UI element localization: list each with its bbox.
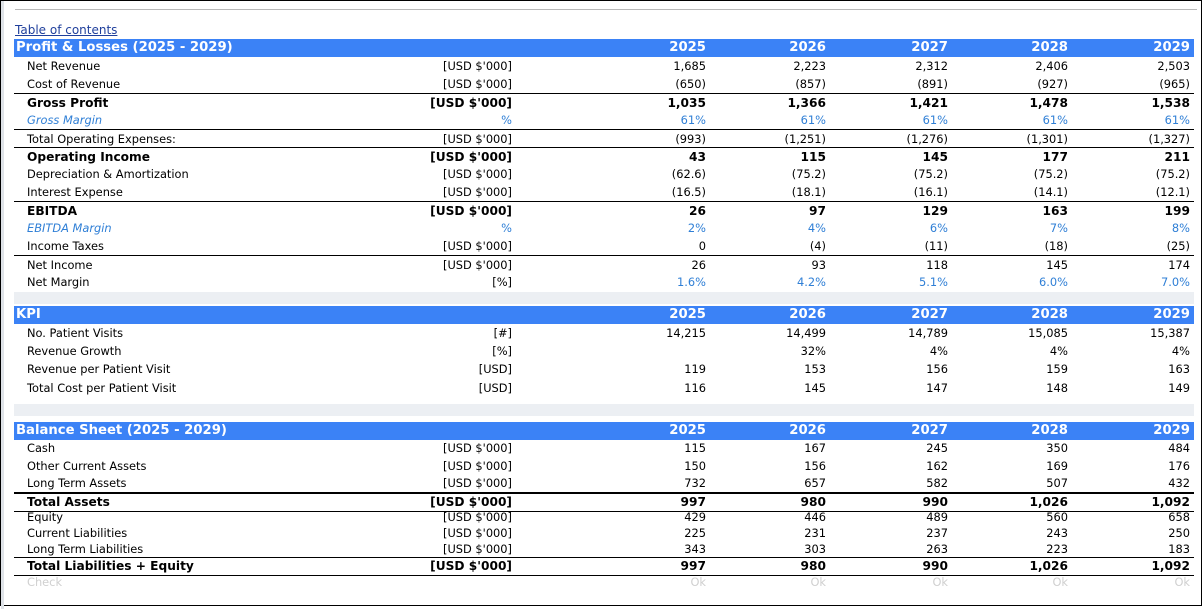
unit-cell[interactable]: [USD $'000] [443,441,512,455]
pl-row [14,255,1194,274]
row-label[interactable]: Net Income [27,258,93,272]
value-cell[interactable]: 14,789 [908,326,948,340]
row-label[interactable]: Interest Expense [27,185,123,199]
value-cell[interactable]: 343 [684,542,706,556]
pl-section-title[interactable]: Profit & Losses (2025 - 2029) [16,40,233,55]
value-cell[interactable]: 990 [922,559,948,573]
value-cell[interactable]: 147 [926,381,948,395]
value-cell[interactable]: 15,387 [1150,326,1190,340]
kpi-row [14,360,1194,378]
value-cell[interactable]: 732 [684,476,706,490]
value-cell[interactable]: Ok [932,575,948,589]
value-cell[interactable]: 997 [680,495,706,509]
value-cell[interactable]: 980 [800,559,826,573]
value-cell[interactable]: (12.1) [1155,185,1190,199]
value-cell[interactable]: 303 [804,542,826,556]
section-gap [14,292,1194,304]
unit-cell[interactable]: [USD $'000] [430,495,512,509]
value-cell[interactable]: (857) [795,77,826,91]
value-cell[interactable]: 4% [1171,344,1190,358]
value-cell[interactable]: 6% [929,221,948,235]
value-cell[interactable]: (1,301) [1026,132,1068,146]
row-label[interactable]: Check [27,575,63,589]
pl-row [14,219,1194,237]
unit-cell[interactable]: [USD $'000] [443,132,512,146]
kpi-section-header [14,306,1194,324]
value-cell[interactable]: 484 [1168,441,1190,455]
value-cell[interactable]: (891) [917,77,948,91]
value-cell[interactable]: 61% [800,113,826,127]
pl-row [14,111,1194,129]
value-cell[interactable]: Ok [690,575,706,589]
value-cell[interactable]: (927) [1037,77,1068,91]
value-cell[interactable]: 5.1% [919,275,948,289]
pl-row [14,237,1194,255]
value-cell[interactable]: 115 [684,441,706,455]
value-cell[interactable]: 61% [1164,113,1190,127]
row-label[interactable]: Net Revenue [27,59,101,73]
unit-cell[interactable]: % [501,221,512,235]
pl-row [14,93,1194,112]
value-cell[interactable]: (4) [809,239,826,253]
value-cell[interactable]: 658 [1168,510,1190,524]
value-cell[interactable]: 183 [1168,542,1190,556]
unit-cell[interactable]: [USD $'000] [443,526,512,540]
unit-cell[interactable]: [USD $'000] [443,542,512,556]
year-header-2028[interactable]: 2028 [1031,307,1068,322]
pl-row [14,183,1194,201]
value-cell[interactable]: 1,035 [667,96,706,110]
value-cell[interactable]: 145 [922,150,948,164]
value-cell[interactable]: 15,085 [1028,326,1068,340]
unit-cell[interactable]: [USD $'000] [443,167,512,181]
row-label[interactable]: Net Margin [27,275,90,289]
row-label[interactable]: Total Liabilities + Equity [27,559,194,573]
value-cell[interactable]: (965) [1159,77,1190,91]
value-cell[interactable]: 14,215 [666,326,706,340]
pl-row [14,201,1194,220]
top-gridline [15,9,1197,10]
bs-row [14,457,1194,475]
value-cell[interactable]: 7.0% [1161,275,1190,289]
value-cell[interactable]: 1,092 [1151,495,1190,509]
value-cell[interactable]: 149 [1168,381,1190,395]
value-cell[interactable]: 432 [1168,476,1190,490]
value-cell[interactable]: 199 [1164,204,1190,218]
row-label[interactable]: Total Operating Expenses: [27,132,176,146]
value-cell[interactable]: 2,312 [915,59,948,73]
value-cell[interactable]: 4% [1049,344,1068,358]
value-cell[interactable]: 145 [1046,258,1068,272]
row-label[interactable]: Long Term Assets [27,476,127,490]
value-cell[interactable]: 14,499 [786,326,826,340]
row-label[interactable]: Current Liabilities [27,526,128,540]
value-cell[interactable]: 156 [926,362,948,376]
section-gap [14,404,1194,416]
value-cell[interactable]: 2% [687,221,706,235]
value-cell[interactable]: 223 [1046,542,1068,556]
value-cell[interactable]: 263 [926,542,948,556]
value-cell[interactable]: 2,223 [793,59,826,73]
value-cell[interactable]: (75.2) [791,167,826,181]
unit-cell[interactable]: [USD] [478,362,512,376]
value-cell[interactable]: Ok [810,575,826,589]
unit-cell[interactable]: [USD $'000] [430,150,512,164]
bs-row [14,509,1194,525]
year-header-2029[interactable]: 2029 [1153,40,1190,55]
row-label[interactable]: Gross Profit [27,96,109,110]
kpi-row [14,378,1194,399]
value-cell[interactable]: 43 [689,150,706,164]
value-cell[interactable]: 2,406 [1035,59,1068,73]
value-cell[interactable]: 61% [922,113,948,127]
value-cell[interactable]: 237 [926,526,948,540]
value-cell[interactable]: 61% [1042,113,1068,127]
value-cell[interactable]: 163 [1042,204,1068,218]
value-cell[interactable]: 8% [1171,221,1190,235]
value-cell[interactable]: 507 [1046,476,1068,490]
pl-row [14,273,1194,291]
unit-cell[interactable]: [%] [492,344,512,358]
value-cell[interactable]: 1,685 [673,59,706,73]
value-cell[interactable]: 119 [684,362,706,376]
value-cell[interactable]: 167 [804,441,826,455]
unit-cell[interactable]: [USD $'000] [430,96,512,110]
value-cell[interactable]: 657 [804,476,826,490]
value-cell[interactable]: 1,538 [1151,96,1190,110]
unit-cell[interactable]: [USD $'000] [443,476,512,490]
value-cell[interactable]: (1,251) [784,132,826,146]
value-cell[interactable]: 145 [804,381,826,395]
value-cell[interactable]: 0 [698,239,706,253]
value-cell[interactable]: 980 [800,495,826,509]
bs-row [14,525,1194,541]
value-cell[interactable]: 26 [689,204,706,218]
unit-cell[interactable]: [USD $'000] [443,239,512,253]
row-label[interactable]: Revenue per Patient Visit [27,362,171,376]
bs-section-title[interactable]: Balance Sheet (2025 - 2029) [16,423,227,438]
value-cell[interactable]: 560 [1046,510,1068,524]
bs-row [14,541,1194,557]
value-cell[interactable]: 429 [684,510,706,524]
value-cell[interactable]: 93 [811,258,826,272]
value-cell[interactable]: 243 [1046,526,1068,540]
bs-row [14,475,1194,492]
year-header-2028[interactable]: 2028 [1031,40,1068,55]
year-header-2026[interactable]: 2026 [789,423,826,438]
value-cell[interactable]: (650) [675,77,706,91]
value-cell[interactable]: 162 [926,459,948,473]
value-cell[interactable]: 26 [691,258,706,272]
value-cell[interactable]: (62.6) [671,167,706,181]
row-label[interactable]: Total Assets [27,495,110,509]
year-header-2027[interactable]: 2027 [911,307,948,322]
pl-row [14,165,1194,183]
row-label[interactable]: Long Term Liabilities [27,542,144,556]
row-label[interactable]: EBITDA [27,204,78,218]
row-label[interactable]: Revenue Growth [27,344,122,358]
unit-cell[interactable]: [USD $'000] [443,459,512,473]
value-cell[interactable]: 250 [1168,526,1190,540]
unit-cell[interactable]: [USD $'000] [430,559,512,573]
value-cell[interactable]: (11) [924,239,948,253]
unit-cell[interactable]: % [501,113,512,127]
value-cell[interactable]: (16.5) [671,185,706,199]
year-header-2029[interactable]: 2029 [1153,307,1190,322]
row-label[interactable]: Cost of Revenue [27,77,121,91]
value-cell[interactable]: 7% [1049,221,1068,235]
unit-cell[interactable]: [USD $'000] [443,77,512,91]
pl-row [14,147,1194,166]
unit-cell[interactable]: [USD $'000] [443,59,512,73]
value-cell[interactable]: 129 [922,204,948,218]
unit-cell[interactable]: [USD $'000] [443,258,512,272]
pl-row [14,129,1194,148]
value-cell[interactable]: 163 [1168,362,1190,376]
value-cell[interactable]: 169 [1046,459,1068,473]
value-cell[interactable]: 4.2% [797,275,826,289]
value-cell[interactable]: 1.6% [677,275,706,289]
unit-cell[interactable]: [%] [492,275,512,289]
pl-row [14,57,1194,75]
value-cell[interactable]: 231 [804,526,826,540]
value-cell[interactable]: 6.0% [1039,275,1068,289]
value-cell[interactable]: 2,503 [1157,59,1190,73]
value-cell[interactable] [559,342,706,360]
left-row-strip [1,1,4,609]
unit-cell[interactable]: [USD $'000] [443,185,512,199]
value-cell[interactable]: 156 [804,459,826,473]
row-label[interactable]: Total Cost per Patient Visit [27,381,177,395]
value-cell[interactable]: (18) [1044,239,1068,253]
year-header-2027[interactable]: 2027 [911,423,948,438]
row-label[interactable]: EBITDA Margin [27,221,112,235]
value-cell[interactable]: 176 [1168,459,1190,473]
value-cell[interactable]: (1,276) [906,132,948,146]
value-cell[interactable]: 32% [800,344,826,358]
value-cell[interactable]: (18.1) [791,185,826,199]
value-cell[interactable]: (14.1) [1033,185,1068,199]
unit-cell[interactable]: [USD] [478,381,512,395]
value-cell[interactable]: 1,366 [787,96,826,110]
value-cell[interactable]: 245 [926,441,948,455]
bs-section-header [14,422,1194,440]
value-cell[interactable]: (993) [675,132,706,146]
value-cell[interactable]: 148 [1046,381,1068,395]
value-cell[interactable]: Ok [1052,575,1068,589]
value-cell[interactable]: 174 [1168,258,1190,272]
value-cell[interactable]: 350 [1046,441,1068,455]
bs-row [14,440,1194,457]
row-label[interactable]: Other Current Assets [27,459,147,473]
year-header-2027[interactable]: 2027 [911,40,948,55]
year-header-2025[interactable]: 2025 [669,423,706,438]
year-header-2029[interactable]: 2029 [1153,423,1190,438]
row-label[interactable]: Operating Income [27,150,151,164]
value-cell[interactable]: Ok [1174,575,1190,589]
value-cell[interactable]: 1,478 [1029,96,1068,110]
value-cell[interactable]: (75.2) [913,167,948,181]
value-cell[interactable]: 153 [804,362,826,376]
value-cell[interactable]: 159 [1046,362,1068,376]
unit-cell[interactable] [344,574,512,590]
year-header-2026[interactable]: 2026 [789,307,826,322]
value-cell[interactable]: (25) [1166,239,1190,253]
value-cell[interactable]: 225 [684,526,706,540]
year-header-2026[interactable]: 2026 [789,40,826,55]
row-label[interactable]: No. Patient Visits [27,326,124,340]
year-header-2025[interactable]: 2025 [669,307,706,322]
row-label[interactable]: Gross Margin [27,113,103,127]
kpi-section-title[interactable]: KPI [16,307,41,322]
value-cell[interactable]: 115 [800,150,826,164]
value-cell[interactable]: 1,092 [1151,559,1190,573]
value-cell[interactable]: (75.2) [1033,167,1068,181]
value-cell[interactable]: 489 [926,510,948,524]
year-header-2025[interactable]: 2025 [669,40,706,55]
row-label[interactable]: Cash [27,441,56,455]
value-cell[interactable]: 61% [680,113,706,127]
value-cell[interactable]: (1,327) [1148,132,1190,146]
pl-section-header [14,39,1194,57]
value-cell[interactable]: 582 [926,476,948,490]
value-cell[interactable]: (75.2) [1155,167,1190,181]
year-header-2028[interactable]: 2028 [1031,423,1068,438]
row-label[interactable]: Equity [27,510,64,524]
row-label[interactable]: Depreciation & Amortization [27,167,189,181]
value-cell[interactable]: (16.1) [913,185,948,199]
pl-row [14,75,1194,93]
value-cell[interactable]: 990 [922,495,948,509]
value-cell[interactable]: 116 [684,381,706,395]
row-label[interactable]: Income Taxes [27,239,104,253]
value-cell[interactable]: 1,421 [909,96,948,110]
unit-cell[interactable]: [USD $'000] [430,204,512,218]
unit-cell[interactable]: [USD $'000] [443,510,512,524]
bs-row [14,574,1194,590]
value-cell[interactable]: 4% [929,344,948,358]
value-cell[interactable]: 211 [1164,150,1190,164]
value-cell[interactable]: 1,026 [1029,495,1068,509]
value-cell[interactable]: 1,026 [1029,559,1068,573]
table-of-contents-link[interactable]: Table of contents [15,23,118,37]
value-cell[interactable]: 97 [809,204,826,218]
kpi-row [14,342,1194,360]
value-cell[interactable]: 150 [684,459,706,473]
value-cell[interactable]: 118 [926,258,948,272]
value-cell[interactable]: 997 [680,559,706,573]
value-cell[interactable]: 177 [1042,150,1068,164]
value-cell[interactable]: 446 [804,510,826,524]
kpi-row [14,324,1194,342]
unit-cell[interactable]: [#] [493,326,512,340]
value-cell[interactable]: 4% [807,221,826,235]
